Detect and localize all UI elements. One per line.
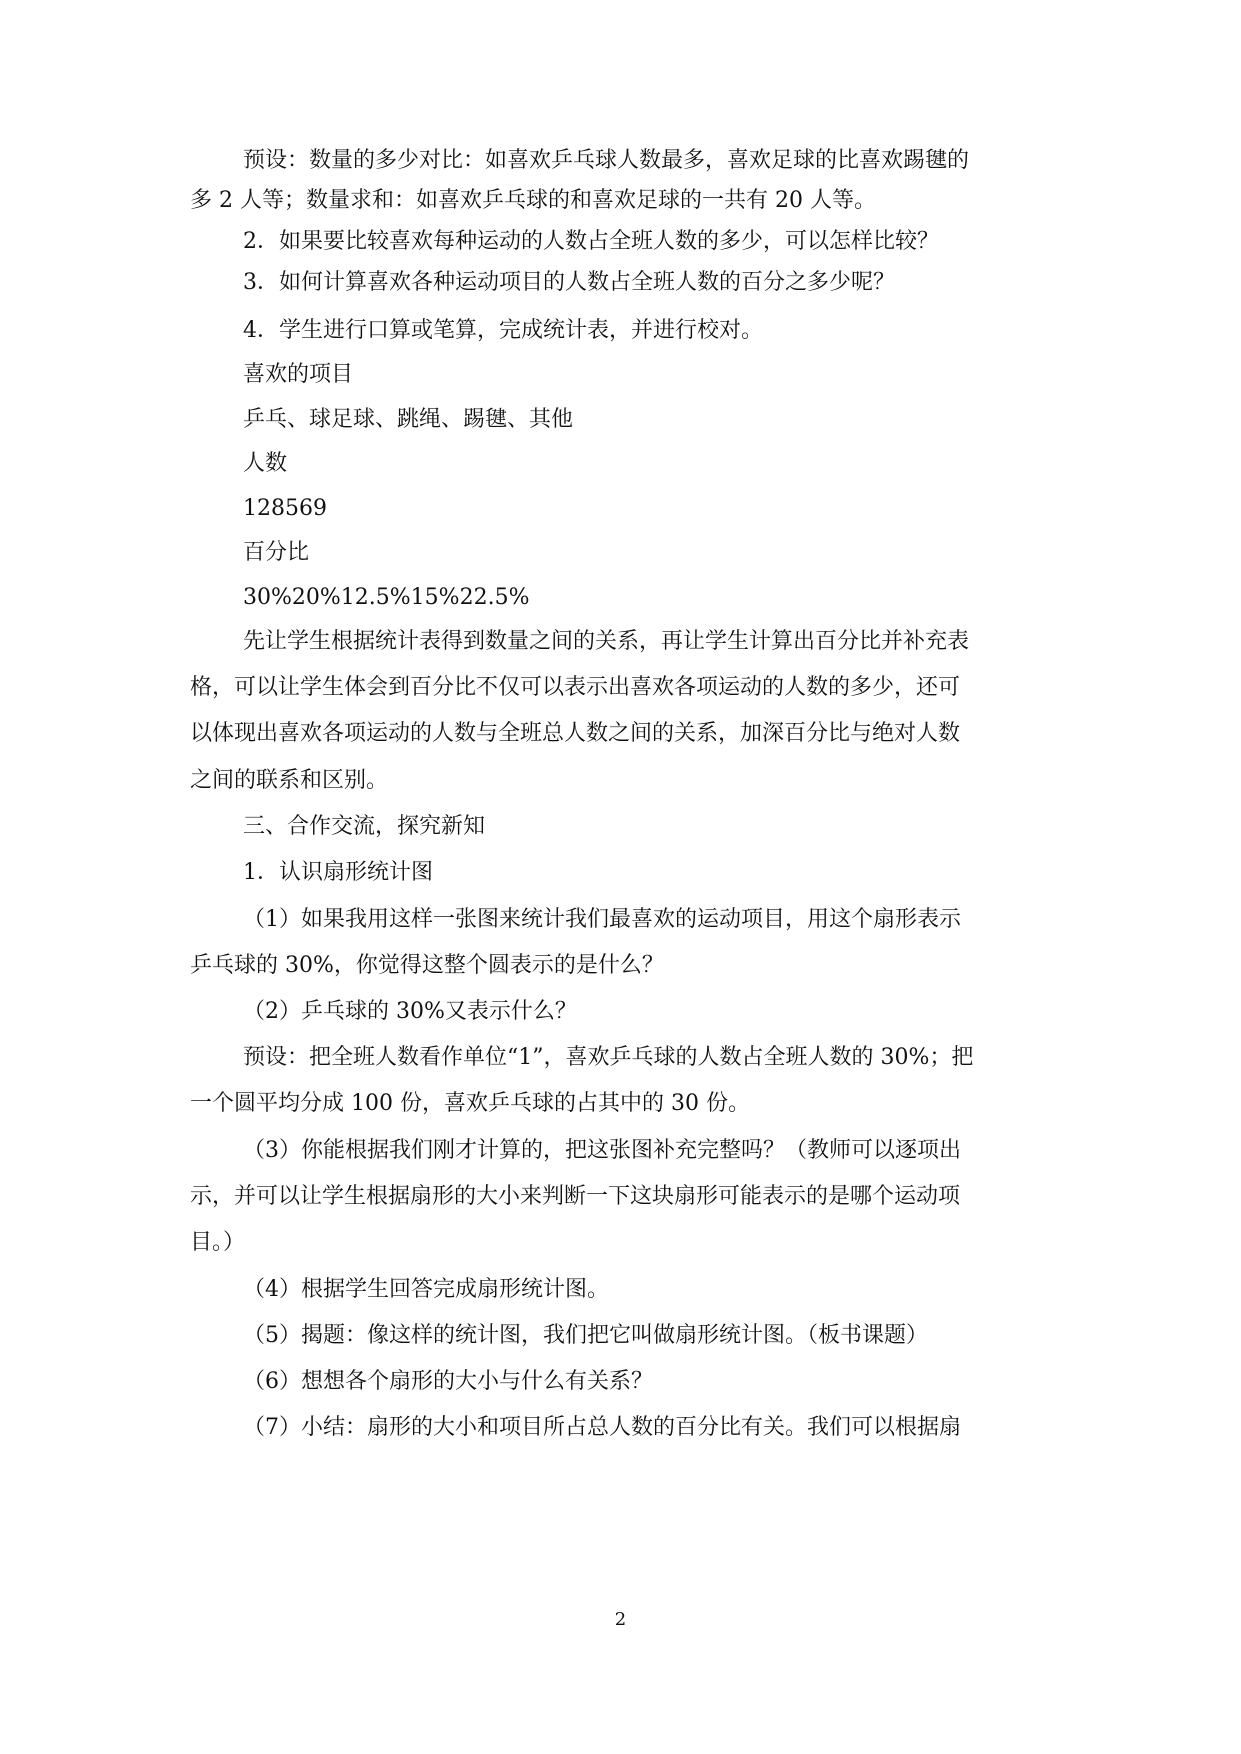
paragraph-line: 128569 <box>243 496 327 521</box>
section-heading: 三、合作交流，探究新知 <box>243 814 486 839</box>
paragraph-line: 30%20%12.5%15%22.5% <box>243 585 530 610</box>
paragraph-line: 3．如何计算喜欢各种运动项目的人数占全班人数的百分之多少呢？ <box>243 270 895 295</box>
paragraph-line: 乒乓球的 30%，你觉得这整个圆表示的是什么？ <box>190 953 664 978</box>
paragraph-line: 百分比 <box>243 540 310 565</box>
paragraph-line: （2）乒乓球的 30%又表示什么？ <box>243 999 577 1024</box>
paragraph-line: 格，可以让学生体会到百分比不仅可以表示出喜欢各项运动的人数的多少，还可 <box>190 675 961 700</box>
paragraph-line: 多 2 人等；数量求和：如喜欢乒乓球的和喜欢足球的一共有 20 人等。 <box>190 188 876 213</box>
paragraph-line: 人数 <box>243 451 288 476</box>
paragraph-line: 预设：数量的多少对比：如喜欢乒乓球人数最多，喜欢足球的比喜欢踢毽的 <box>243 148 970 173</box>
paragraph-line: 喜欢的项目 <box>243 362 354 387</box>
paragraph-line: （6）想想各个扇形的大小与什么有关系？ <box>243 1369 653 1394</box>
paragraph-line: （4）根据学生回答完成扇形统计图。 <box>243 1277 609 1302</box>
paragraph-line: （7）小结：扇形的大小和项目所占总人数的百分比有关。我们可以根据扇 <box>243 1415 961 1440</box>
paragraph-line: （5）揭题：像这样的统计图，我们把它叫做扇形统计图。（板书课题） <box>243 1323 928 1348</box>
paragraph-line: （3）你能根据我们刚才计算的，把这张图补充完整吗？（教师可以逐项出 <box>243 1138 961 1163</box>
paragraph-line: 2．如果要比较喜欢每种运动的人数占全班人数的多少，可以怎样比较？ <box>243 229 939 254</box>
paragraph-line: 之间的联系和区别。 <box>190 768 389 793</box>
paragraph-line: （1）如果我用这样一张图来统计我们最喜欢的运动项目，用这个扇形表示 <box>243 907 961 932</box>
paragraph-line: 示，并可以让学生根据扇形的大小来判断一下这块扇形可能表示的是哪个运动项 <box>190 1184 961 1209</box>
page-number: 2 <box>614 1609 627 1630</box>
paragraph-line: 乒乓、球足球、跳绳、踢毽、其他 <box>243 407 574 432</box>
paragraph-line: 预设：把全班人数看作单位“1”，喜欢乒乓球的人数占全班人数的 30%；把 <box>243 1045 974 1070</box>
paragraph-line: 先让学生根据统计表得到数量之间的关系，再让学生计算出百分比并补充表 <box>243 629 970 654</box>
paragraph-line: 以体现出喜欢各项运动的人数与全班总人数之间的关系，加深百分比与绝对人数 <box>190 721 961 746</box>
subsection-heading: 1．认识扇形统计图 <box>243 860 433 885</box>
paragraph-line: 4．学生进行口算或笔算，完成统计表，并进行校对。 <box>243 318 763 343</box>
paragraph-line: 一个圆平均分成 100 份，喜欢乒乓球的占其中的 30 份。 <box>190 1091 750 1116</box>
paragraph-line: 目。） <box>190 1230 246 1255</box>
